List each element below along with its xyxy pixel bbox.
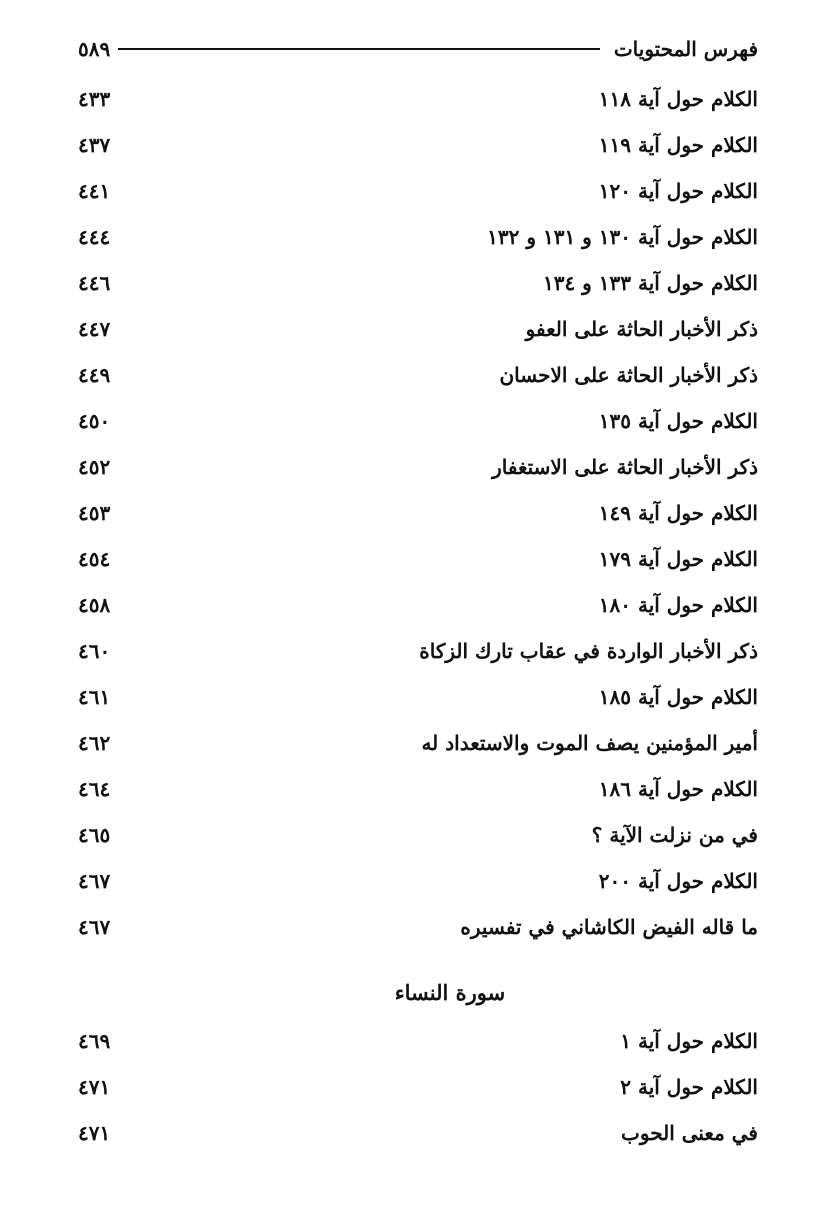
toc-entry-page: ٤٥٠ [78, 409, 111, 433]
toc-row [78, 1070, 758, 1104]
toc-row [78, 358, 758, 392]
toc-entry-page: ٤٤٩ [78, 363, 111, 387]
toc-entry-page: ٤٦١ [78, 685, 111, 709]
toc-entry-page: ٤٤٦ [78, 271, 111, 295]
toc-entry-label: الكلام حول آية ١٢٠ [598, 179, 758, 203]
toc-entry-label: الكلام حول آية ١٣٣ و ١٣٤ [542, 271, 758, 295]
toc-row [78, 82, 758, 116]
toc-row [78, 772, 758, 806]
toc-row [78, 910, 758, 944]
toc-entry-page: ٤٦٧ [78, 915, 111, 939]
toc-entry-label: الكلام حول آية ١٣٠ و ١٣١ و ١٣٢ [487, 225, 758, 249]
toc-entry-page: ٤٤١ [78, 179, 111, 203]
toc-row [78, 220, 758, 254]
toc-row [78, 128, 758, 162]
toc-row [78, 312, 758, 346]
toc-entry-page: ٤٥٣ [78, 501, 111, 525]
toc-entry-page: ٤٦٧ [78, 869, 111, 893]
toc-entry-label: الكلام حول آية ١ [620, 1029, 758, 1053]
toc-entry-page: ٤٥٤ [78, 547, 111, 571]
toc-row [78, 1116, 758, 1150]
toc-entry-label: الكلام حول آية ١١٨ [598, 87, 758, 111]
toc-row [78, 864, 758, 898]
toc-entry-label: الكلام حول آية ١٤٩ [598, 501, 758, 525]
toc-entry-label: الكلام حول آية ١٨٥ [598, 685, 758, 709]
toc-row [78, 496, 758, 530]
toc-entry-label: في معنى الحوب [621, 1121, 758, 1145]
toc-row [78, 450, 758, 484]
header-title: فهرس المحتويات [613, 37, 758, 61]
toc-entry-label: ذكر الأخبار الحاثة على العفو [525, 317, 758, 341]
toc-row [78, 818, 758, 852]
toc-entry-label: أمير المؤمنين يصف الموت والاستعداد له [421, 731, 758, 755]
toc-row [78, 174, 758, 208]
toc-entry-label: ذكر الأخبار الحاثة على الاستغفار [492, 455, 758, 479]
toc-row [78, 726, 758, 760]
toc-row [78, 588, 758, 622]
toc-entry-label: ما قاله الفيض الكاشاني في تفسيره [460, 915, 758, 939]
toc-entry-label: في من نزلت الآية ؟ [591, 823, 758, 847]
toc-entry-page: ٤٥٢ [78, 455, 111, 479]
toc-entry-page: ٤٦٢ [78, 731, 111, 755]
toc-entry-page: ٤٤٧ [78, 317, 111, 341]
toc-entry-page: ٤٣٧ [78, 133, 111, 157]
toc-row [78, 680, 758, 714]
toc-row [78, 542, 758, 576]
toc-entry-label: الكلام حول آية ١٣٥ [598, 409, 758, 433]
toc-entry-page: ٤٦٩ [78, 1029, 111, 1053]
toc-entry-label: الكلام حول آية ١١٩ [598, 133, 758, 157]
section-title: سورة النساء [394, 980, 506, 1005]
toc-row [78, 266, 758, 300]
toc-entry-label: الكلام حول آية ١٨٠ [598, 593, 758, 617]
toc-entry-page: ٤٥٨ [78, 593, 111, 617]
toc-row [78, 404, 758, 438]
toc-entry-label: الكلام حول آية ٢ [620, 1075, 758, 1099]
toc-entry-page: ٤٦٠ [78, 639, 111, 663]
toc-entry-label: الكلام حول آية ١٨٦ [598, 777, 758, 801]
header-page-number: ٥٨٩ [78, 37, 111, 61]
section-heading [0, 980, 840, 1016]
toc-entry-label: ذكر الأخبار الحاثة على الاحسان [499, 363, 758, 387]
toc-entry-page: ٤٦٤ [78, 777, 111, 801]
toc-entry-label: ذكر الأخبار الواردة في عقاب تارك الزكاة [419, 639, 758, 663]
toc-entry-page: ٤٦٥ [78, 823, 111, 847]
toc-entry-label: الكلام حول آية ١٧٩ [598, 547, 758, 571]
toc-entry-page: ٤٣٣ [78, 87, 111, 111]
toc-row [78, 634, 758, 668]
toc-entry-page: ٤٧١ [78, 1121, 111, 1145]
toc-entry-page: ٤٤٤ [78, 225, 111, 249]
toc-entry-page: ٤٧١ [78, 1075, 111, 1099]
toc-entry-label: الكلام حول آية ٢٠٠ [598, 869, 758, 893]
toc-row [78, 1024, 758, 1058]
